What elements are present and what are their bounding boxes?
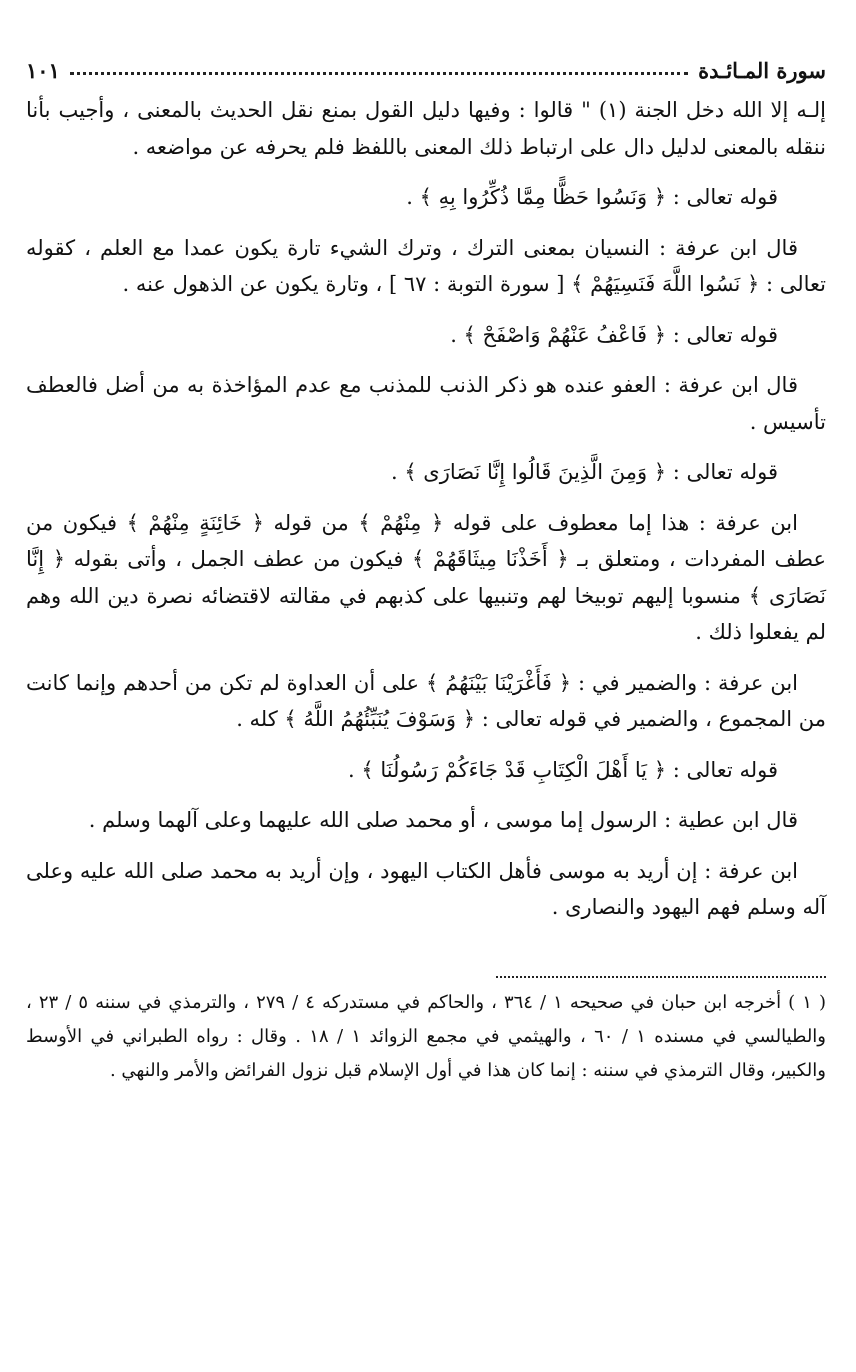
- paragraph-3: قال ابن عرفة : العفو عنده هو ذكر الذنب للمذنب مع عدم المؤاخذة به من أضل فالعطف تأسيس .: [26, 373, 826, 434]
- footnote-1: ( ١ ) أخرجه ابن حبان في صحيحه ١ / ٣٦٤ ، والحاكم في مستدركه ٤ / ٢٧٩ ، والترمذي في سننه ٥ / ٢٣ ، والطيالسي في مسنده ١ / ٦٠ ، والهيثمي في مجمع الزوائد ١ / ١٨ . وقال : رواه الطبراني في الأوسط والكبير، وقال الترمذي في سننه : إنما كان هذا في أول الإسلام قبل نزول الفرائض والأمر والنهي .: [26, 991, 826, 1081]
- surah-title: سورة المـائـدة: [698, 57, 826, 83]
- paragraph-4: ابن عرفة : هذا إما معطوف على قوله ﴿ مِنْهُمْ ﴾ من قوله ﴿ خَائِنَةٍ مِنْهُمْ ﴾ فيكون من عطف المفردات ، ومتعلق بـ ﴿ أَخَذْنَا مِيثَاقَهُمْ ﴾ فيكون من عطف الجمل ، وأتى بقوله ﴿ إِنَّا نَصَارَى ﴾ منسوبا إليهم توبيخا لهم وتنبيها على كذبهم في مقالته لاقتضائه نصرة دين الله وهم لم يفعلوا ذلك .: [26, 510, 826, 644]
- paragraph-2: قال ابن عرفة : النسيان بمعنى الترك ، وترك الشيء تارة يكون عمدا مع العلم ، كقوله تعالى : ﴿ نَسُوا اللَّهَ فَنَسِيَهُمْ ﴾ [ سورة التوبة : ٦٧ ] ، وتارة يكون عن الذهول عنه .: [26, 235, 826, 296]
- page-number: ١٠١: [26, 57, 60, 83]
- footnote-separator: [496, 976, 826, 978]
- header-dotted-leader: [70, 72, 688, 75]
- verse-quote-3: قوله تعالى : ﴿ وَمِنَ الَّذِينَ قَالُوا إِنَّا نَصَارَى ﴾ .: [390, 460, 778, 484]
- verse-quote-1: قوله تعالى : ﴿ وَنَسُوا حَظًّا مِمَّا ذُكِّرُوا بِهِ ﴾ .: [406, 185, 778, 209]
- verse-quote-2: قوله تعالى : ﴿ فَاعْفُ عَنْهُمْ وَاصْفَحْ ﴾ .: [450, 322, 778, 347]
- running-header: [26, 52, 826, 88]
- paragraph-7: ابن عرفة : إن أريد به موسى فأهل الكتاب اليهود ، وإن أريد به محمد صلى الله عليه وعلى آله وسلم فهم اليهود والنصارى .: [26, 858, 826, 919]
- verse-quote-4: قوله تعالى : ﴿ يَا أَهْلَ الْكِتَابِ قَدْ جَاءَكُمْ رَسُولُنَا ﴾ .: [347, 757, 778, 782]
- paragraph-1: إلـه إلا الله دخل الجنة (١) " قالوا : وفيها دليل القول بمنع نقل الحديث بالمعنى ، وأجيب بأنا ننقله بالمعنى لدليل دال على ارتباط ذلك المعنى باللفظ فلم يحرفه عن مواضعه .: [26, 98, 827, 159]
- paragraph-6: قال ابن عطية : الرسول إما موسى ، أو محمد صلى الله عليهما وعلى آلهما وسلم .: [88, 808, 798, 832]
- paragraph-5: ابن عرفة : والضمير في : ﴿ فَأَغْرَيْنَا بَيْنَهُمُ ﴾ على أن العداوة لم تكن من أحدهم وإنما كانت من المجموع ، والضمير في قوله تعالى : ﴿ وَسَوْفَ يُنَبِّئُهُمُ اللَّهُ ﴾ كله .: [26, 670, 826, 731]
- footnotes: [26, 986, 826, 1088]
